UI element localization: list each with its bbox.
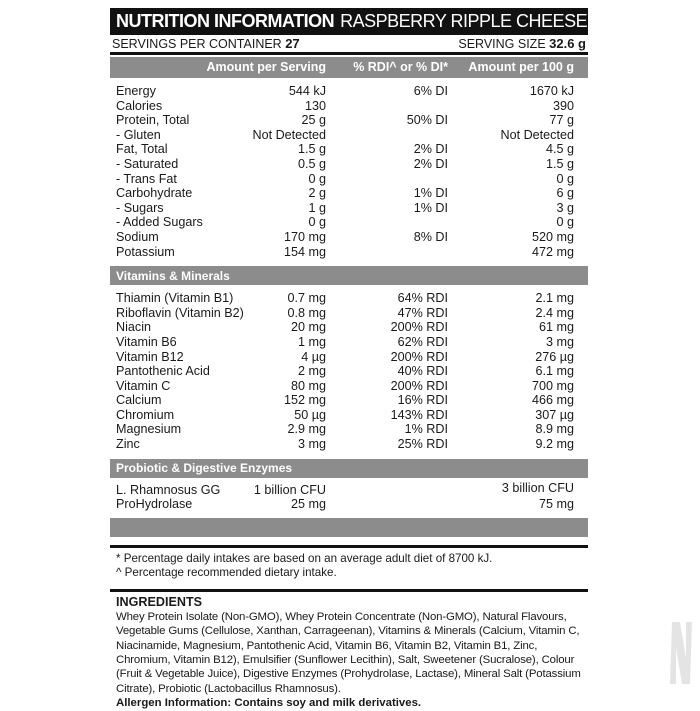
percent-intake: 64% RDI (397, 291, 448, 306)
nutrient-name: Vitamin B6 (116, 334, 177, 349)
nutrient-row (110, 379, 588, 394)
nutrient-name: Magnesium (116, 422, 182, 437)
amount-per-serving: 152 mg (283, 393, 326, 408)
nutrient-name: ProHydrolase (116, 497, 193, 512)
percent-intake: 1% DI (413, 186, 448, 201)
amount-per-100g: 2.1 mg (535, 291, 574, 306)
nutrient-name: Calories (116, 98, 163, 113)
percent-intake: 200% RDI (390, 378, 448, 393)
amount-per-100g: 6.1 mg (535, 364, 574, 379)
amount-per-100g: 61 mg (538, 320, 574, 335)
ingredients (110, 589, 588, 711)
amount-per-100g: 9.2 mg (535, 437, 574, 452)
percent-intake: 25% RDI (397, 437, 448, 452)
nutrient-row (110, 99, 588, 114)
amount-per-100g: 0 g (556, 171, 574, 186)
amount-per-serving: 25 mg (290, 497, 326, 512)
vitamins-minerals (110, 285, 588, 456)
blank-bar (110, 518, 588, 537)
percent-intake: 1% RDI (404, 422, 448, 437)
percent-intake: 200% RDI (390, 349, 448, 364)
nutrient-name: Chromium (116, 407, 175, 422)
nutrient-row (110, 291, 588, 306)
amount-per-serving: 4 µg (301, 349, 326, 364)
amount-per-100g: 75 mg (538, 497, 574, 512)
ingredients-text: Whey Protein Isolate (Non-GMO), Whey Protein Concentrate (Non-GMO), Natural Flavours, Vegetable Gums (Cellulose, Xanthan, Carrageenan), Vitamins & Minerals (Calcium, Vitamin C, Niacinamide, Magnesium, Pantothenic Acid, Vitamin B6, Vitamin B2, Vitamin B1, Zinc, Chromium, Vitamin B12), Emulsifier (Sunflower Lecithin), Salt, Sweetener (Sucralose), Colour (Fruit & Vegetable Juice), Digestive Enzymes (Prohydrolase, Lactase), Mineral Salt (Potassium Citrate), Probiotic (Lactobacillus Rhamnosus). (116, 610, 581, 695)
nutrient-name: - Gluten (116, 127, 161, 142)
nutrient-name: Pantothenic Acid (116, 364, 210, 379)
serving-size-label: SERVING SIZE (458, 37, 546, 51)
amount-per-100g: 1670 kJ (529, 84, 574, 98)
percent-intake: 47% RDI (397, 305, 448, 320)
nutrient-row (110, 172, 588, 187)
probiotic-section-header: Probiotic & Digestive Enzymes (110, 459, 588, 478)
amount-per-serving: 0 g (308, 171, 326, 186)
nutrient-name: Niacin (116, 320, 151, 335)
nutrient-row (110, 245, 588, 260)
amount-per-serving: 2 mg (298, 364, 326, 379)
nutrient-row (110, 408, 588, 423)
footnote-di: * Percentage daily intakes are based on an average adult diet of 8700 kJ. (116, 551, 493, 565)
probiotic-enzymes (110, 478, 588, 516)
nutrient-name: Calcium (116, 393, 162, 408)
amount-per-100g: 307 µg (535, 407, 574, 422)
amount-per-serving: 154 mg (283, 244, 326, 259)
nutrient-name: Thiamin (Vitamin B1) (116, 291, 234, 306)
amount-per-100g: 2.4 mg (535, 305, 574, 320)
nutrient-name: Vitamin C (116, 378, 171, 393)
nutrient-name: Carbohydrate (116, 186, 193, 201)
amount-per-100g: 3 g (556, 200, 574, 215)
nutrient-row (110, 350, 588, 365)
amount-per-serving: Not Detected (252, 127, 326, 142)
amount-per-serving: 0.8 mg (287, 305, 326, 320)
percent-intake: 2% DI (413, 156, 448, 171)
amount-per-serving: 1 mg (298, 334, 326, 349)
nutrient-row (110, 128, 588, 143)
nutrient-name: - Trans Fat (116, 171, 177, 186)
amount-per-100g: 1.5 g (545, 156, 574, 171)
nutrient-name: - Saturated (116, 156, 179, 171)
amount-per-serving: 1.5 g (297, 142, 326, 157)
nutrient-row (110, 157, 588, 172)
servings-value: 27 (285, 36, 300, 51)
amount-per-serving: 1 g (308, 200, 326, 215)
nutrient-row (110, 437, 588, 452)
nutrient-row (110, 497, 588, 512)
servings-per-container (112, 36, 300, 51)
amount-per-serving: 50 µg (294, 407, 326, 422)
title-flavour: RASPBERRY RIPPLE CHEESECAKE (340, 11, 635, 31)
amount-per-100g: 700 mg (531, 378, 574, 393)
col-per-100g: Amount per 100 g (468, 60, 574, 74)
col-per-serving: Amount per Serving (206, 60, 326, 74)
nutrient-name: Sodium (116, 229, 159, 244)
nutrient-row (110, 215, 588, 230)
nutrient-row (110, 422, 588, 437)
nutrient-row (110, 335, 588, 350)
amount-per-serving: 3 mg (298, 437, 326, 452)
amount-per-serving: 0.7 mg (287, 291, 326, 306)
amount-per-100g: 3 mg (546, 334, 574, 349)
amount-per-100g: 4.5 g (545, 142, 574, 157)
amount-per-serving: 0 g (308, 215, 326, 230)
servings-label: SERVINGS PER CONTAINER (112, 37, 282, 51)
amount-per-serving: 80 mg (290, 378, 326, 393)
percent-intake: 40% RDI (397, 364, 448, 379)
nutrient-name: Fat, Total (116, 142, 168, 157)
amount-per-100g: 520 mg (531, 229, 574, 244)
nutrient-name: Protein, Total (116, 113, 190, 128)
panel-title (110, 8, 635, 35)
nutrient-name: - Added Sugars (116, 215, 203, 230)
nutrient-row (110, 364, 588, 379)
serving-size-value: 32.6 g (549, 36, 586, 51)
nutrient-row (110, 84, 588, 99)
percent-intake: 1% DI (413, 200, 448, 215)
amount-per-serving: 1 billion CFU (253, 482, 326, 497)
amount-per-100g: Not Detected (500, 127, 574, 142)
percent-intake: 2% DI (413, 142, 448, 157)
nutrient-name: - Sugars (116, 200, 164, 215)
nutrient-row (110, 393, 588, 408)
amount-per-100g: 472 mg (531, 244, 574, 259)
amount-per-100g: 6 g (556, 186, 574, 201)
nutrient-name: L. Rhamnosus GG (116, 482, 221, 497)
nutrition-panel (110, 8, 635, 711)
nutrient-row (110, 306, 588, 321)
ingredients-title: INGREDIENTS (116, 594, 203, 609)
nutrient-row (110, 142, 588, 157)
brand-n-logo-icon (668, 618, 694, 688)
amount-per-serving: 0.5 g (297, 156, 326, 171)
amount-per-100g: 3 billion CFU (501, 480, 574, 495)
footnote-rdi: ^ Percentage recommended dietary intake. (116, 566, 337, 580)
nutrient-row (110, 113, 588, 128)
serving-size (458, 36, 586, 51)
amount-per-serving: 20 mg (290, 320, 326, 335)
column-header (110, 57, 588, 78)
percent-intake: 50% DI (406, 113, 448, 128)
amount-per-serving: 2 g (308, 186, 326, 201)
nutrient-row (110, 186, 588, 201)
amount-per-100g: 466 mg (531, 393, 574, 408)
amount-per-100g: 77 g (549, 113, 574, 128)
percent-intake: 16% RDI (397, 393, 448, 408)
amount-per-100g: 0 g (556, 215, 574, 230)
percent-intake: 200% RDI (390, 320, 448, 335)
footnotes (110, 545, 588, 583)
nutrient-name: Riboflavin (Vitamin B2) (116, 305, 244, 320)
percent-intake: 62% RDI (397, 334, 448, 349)
vitamins-section-header: Vitamins & Minerals (110, 266, 588, 285)
title-bold: NUTRITION INFORMATION (116, 11, 335, 31)
amount-per-100g: 390 (552, 98, 574, 113)
nutrient-row (110, 230, 588, 245)
col-rdi: % RDI^ or % DI* (353, 60, 448, 74)
nutrient-row (110, 320, 588, 335)
amount-per-serving: 544 kJ (288, 84, 326, 98)
nutrient-name: Vitamin B12 (116, 349, 184, 364)
amount-per-100g: 276 µg (535, 349, 574, 364)
amount-per-100g: 8.9 mg (535, 422, 574, 437)
nutrient-name: Potassium (116, 244, 175, 259)
percent-intake: 6% DI (413, 84, 448, 98)
nutrient-row (110, 201, 588, 216)
servings-row (110, 35, 588, 55)
percent-intake: 8% DI (413, 229, 448, 244)
amount-per-serving: 170 mg (283, 229, 326, 244)
nutrient-name: Zinc (116, 437, 140, 452)
nutrient-name: Energy (116, 84, 156, 98)
allergen-info: Allergen Information: Contains soy and milk derivatives. (116, 697, 422, 710)
amount-per-serving: 130 (304, 98, 326, 113)
percent-intake: 143% RDI (390, 407, 448, 422)
macro-nutrients (110, 78, 588, 263)
amount-per-serving: 2.9 mg (287, 422, 326, 437)
amount-per-serving: 25 g (301, 113, 326, 128)
nutrient-row (110, 480, 588, 498)
